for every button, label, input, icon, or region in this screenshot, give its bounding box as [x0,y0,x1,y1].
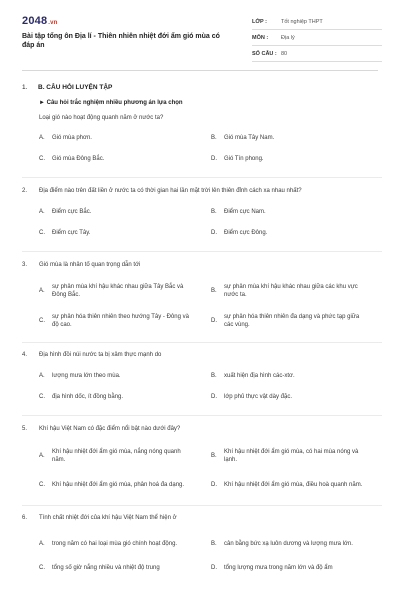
option-text: cân bằng bức xạ luôn dương và lượng mưa lớn. [224,541,353,547]
option-text: Điểm cực Đông. [224,230,268,236]
option-text: lớp phủ thực vật dày đặc. [224,394,292,400]
answer-option[interactable] [39,530,211,558]
question-stem [22,178,382,196]
option-text: lượng mưa lớn theo mùa. [52,373,121,379]
answer-option[interactable] [211,441,383,470]
answer-option[interactable] [39,366,211,386]
option-text: Khí hậu nhiệt đới ẩm gió mùa, điều hoà quanh năm. [224,481,363,488]
question-text: Khí hậu Việt Nam có đặc điểm nổi bật nào dưới đây? [39,426,181,432]
option-text: địa hình dốc, ít đồng bằng. [52,394,124,400]
option-text: Gió mùa phơn. [52,135,92,141]
option-text: Khí hậu nhiệt đới ẩm gió mùa, phân hoá đa dạng. [52,481,185,488]
option-text: sự phân mùa khí hậu khác nhau giữa Tây Bắc và Đông Bắc. [52,284,184,298]
answer-option[interactable] [211,386,383,408]
option-text: tổng số giờ nắng nhiều và nhiệt độ trung [52,565,160,571]
option-letter: A. [39,209,45,215]
question-stem [22,506,382,523]
answer-option[interactable] [39,558,211,578]
option-text: trong năm có hai loại mùa gió chính hoạt động. [52,541,178,547]
answer-option[interactable] [211,202,383,222]
answer-options [22,128,382,170]
answer-option[interactable] [39,222,211,244]
answer-options [22,276,382,336]
meta-row-class [252,14,382,30]
question-number: 2. [22,188,28,194]
question-number: 5. [22,426,28,432]
option-letter: C. [39,565,45,571]
question-list [22,80,382,578]
question-item [22,343,382,408]
question-item [22,252,382,336]
answer-option[interactable] [211,222,383,244]
option-text: Điểm cực Nam. [224,209,266,215]
meta-value: 80 [281,50,288,57]
answer-option[interactable] [211,366,383,386]
meta-label: LỚP : [252,18,267,25]
option-letter: C. [39,230,45,236]
question-text: Tính chất nhiệt đới của khí hậu Việt Nam thể hiện ở [39,515,177,521]
option-letter: D. [211,394,217,400]
answer-option[interactable] [211,558,383,578]
answer-option[interactable] [211,148,383,170]
section-title: B. CÂU HỎI LUYỆN TẬP [38,83,113,91]
answer-option[interactable] [39,306,211,336]
option-letter: A. [39,288,45,294]
question-text: Địa hình đồi núi nước ta bị xâm thực mạnh do [39,352,162,358]
option-text: Gió mùa Đông Bắc. [52,156,105,162]
meta-value: Địa lý [281,34,295,41]
instruction-text: ► Câu hỏi trắc nghiệm nhiều phương án lựa chọn [39,100,183,106]
meta-row-count [252,46,382,62]
answer-option[interactable] [211,128,383,148]
option-letter: D. [211,318,217,324]
question-number: 6. [22,515,28,521]
logo-suffix: .vn [48,20,58,26]
option-letter: B. [211,135,217,141]
option-text: xuất hiện địa hình các-xtơ. [224,373,295,379]
document-header [0,0,400,70]
option-text: Khí hậu nhiệt đới ẩm gió mùa, có hai mùa nóng và lạnh. [224,448,359,463]
option-letter: D. [211,565,217,571]
answer-option[interactable] [39,441,211,470]
option-text: Khí hậu nhiệt đới ẩm gió mùa, nắng nóng quanh năm. [52,448,181,463]
option-letter: C. [39,481,45,488]
answer-option[interactable] [211,470,383,499]
option-text: Điểm cực Bắc. [52,209,92,215]
question-item [22,416,382,499]
question-stem [22,112,382,123]
answer-option[interactable] [39,148,211,170]
option-text: sự phân mùa khí hậu khác nhau giữa các khu vực nước ta. [224,284,358,298]
option-letter: B. [211,452,217,459]
option-text: Điểm cực Tây. [52,230,91,236]
answer-option[interactable] [39,386,211,408]
option-letter: C. [39,156,45,162]
option-text: tổng lượng mưa trong năm lớn và độ ẩm [224,565,333,571]
option-text: sự phân hóa thiên nhiên đa dạng và phức tạp giữa các vùng. [224,314,360,328]
answer-option[interactable] [39,276,211,306]
option-letter: D. [211,156,217,162]
section-number: 1. [22,83,28,91]
option-letter: C. [39,318,45,324]
option-letter: D. [211,481,217,488]
option-letter: B. [211,541,217,547]
answer-options [22,202,382,244]
answer-option[interactable] [39,128,211,148]
question-item [22,178,382,244]
meta-value: Tốt nghiệp THPT [281,18,323,25]
option-text: sự phân hóa thiên nhiên theo hướng Tây - Đông và độ cao. [52,314,189,328]
logo-text: 2048 [22,15,48,27]
question-item [22,506,382,578]
question-number [22,114,39,123]
document-title: Bài tập tổng ôn Địa lí - Thiên nhiên nhiệt đới ẩm gió mùa có đáp án [22,33,220,49]
document-meta [252,14,382,62]
question-text: Loại gió nào hoạt động quanh năm ở nước ta? [39,115,164,121]
answer-option[interactable] [211,530,383,558]
meta-row-subject [252,30,382,46]
section-heading [22,80,382,94]
question-stem [22,252,382,270]
answer-option[interactable] [211,306,383,336]
question-stem [22,343,382,360]
option-letter: A. [39,541,45,547]
question-text: Địa điểm nào trên đất liền ở nước ta có thời gian hai lần mặt trời lên thiên đỉnh cách xa nhau nhất? [39,188,302,194]
question-number: 4. [22,352,28,358]
answer-options [22,530,382,578]
option-letter: D. [211,230,217,236]
site-logo[interactable] [22,15,58,27]
question-item [22,112,382,170]
question-text: Gió mùa là nhân tố quan trọng dẫn tới [39,262,141,268]
option-letter: A. [39,135,45,141]
question-number: 3. [22,262,28,268]
option-letter: A. [39,373,45,379]
option-letter: B. [211,373,217,379]
answer-options [22,366,382,408]
option-text: Gió mùa Tây Nam. [224,135,275,141]
option-letter: B. [211,209,217,215]
option-letter: C. [39,394,45,400]
meta-label: SỐ CÂU : [252,50,277,57]
answer-options [22,441,382,499]
answer-option[interactable] [39,470,211,499]
option-letter: A. [39,452,45,459]
answer-option[interactable] [211,276,383,306]
option-letter: B. [211,288,217,294]
question-stem [22,416,382,434]
meta-label: MÔN : [252,34,269,41]
answer-option[interactable] [39,202,211,222]
option-text: Gió Tín phong. [224,156,264,162]
header-divider [22,70,378,71]
